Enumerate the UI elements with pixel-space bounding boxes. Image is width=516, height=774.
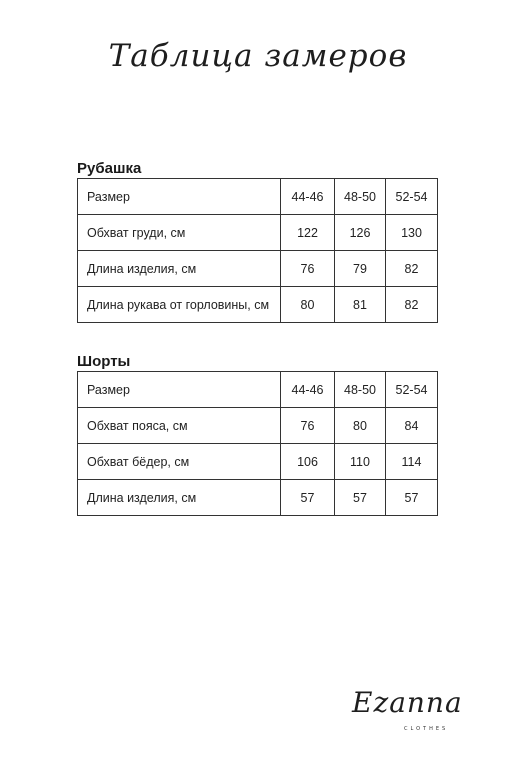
table-row — [78, 408, 438, 444]
shirt-size-table — [77, 178, 438, 323]
table-row — [78, 444, 438, 480]
cell-value: 79 — [335, 251, 386, 287]
table-row — [78, 251, 438, 287]
cell-value: 76 — [281, 408, 335, 444]
cell-value: 82 — [386, 287, 438, 323]
table-row — [78, 215, 438, 251]
row-label: Обхват бёдер, см — [78, 444, 281, 480]
cell-value: 80 — [335, 408, 386, 444]
cell-value: 114 — [386, 444, 438, 480]
cell-value: 110 — [335, 444, 386, 480]
cell-value: 76 — [281, 251, 335, 287]
cell-value: 48-50 — [335, 372, 386, 408]
cell-value: 52-54 — [386, 372, 438, 408]
table-row — [78, 287, 438, 323]
cell-value: 44-46 — [281, 372, 335, 408]
brand-name: Ezanna — [352, 686, 463, 719]
cell-value: 57 — [281, 480, 335, 516]
cell-value: 52-54 — [386, 179, 438, 215]
brand-logo — [352, 686, 492, 746]
cell-value: 80 — [281, 287, 335, 323]
row-label: Длина изделия, см — [78, 251, 281, 287]
brand-subtitle: CLOTHES — [404, 726, 449, 732]
cell-value: 57 — [335, 480, 386, 516]
cell-value: 81 — [335, 287, 386, 323]
shorts-section-title: Шорты — [77, 353, 131, 370]
cell-value: 122 — [281, 215, 335, 251]
table-row — [78, 480, 438, 516]
row-label: Длина изделия, см — [78, 480, 281, 516]
row-label: Обхват груди, см — [78, 215, 281, 251]
cell-value: 106 — [281, 444, 335, 480]
row-label: Размер — [78, 179, 281, 215]
row-label: Размер — [78, 372, 281, 408]
row-label: Длина рукава от горловины, см — [78, 287, 281, 323]
table-row — [78, 179, 438, 215]
shirt-section-title: Рубашка — [77, 160, 142, 177]
row-label: Обхват пояса, см — [78, 408, 281, 444]
cell-value: 57 — [386, 480, 438, 516]
cell-value: 130 — [386, 215, 438, 251]
cell-value: 48-50 — [335, 179, 386, 215]
cell-value: 126 — [335, 215, 386, 251]
cell-value: 84 — [386, 408, 438, 444]
cell-value: 44-46 — [281, 179, 335, 215]
page-title: Таблица замеров — [108, 38, 408, 74]
table-row — [78, 372, 438, 408]
shorts-size-table — [77, 371, 438, 516]
cell-value: 82 — [386, 251, 438, 287]
